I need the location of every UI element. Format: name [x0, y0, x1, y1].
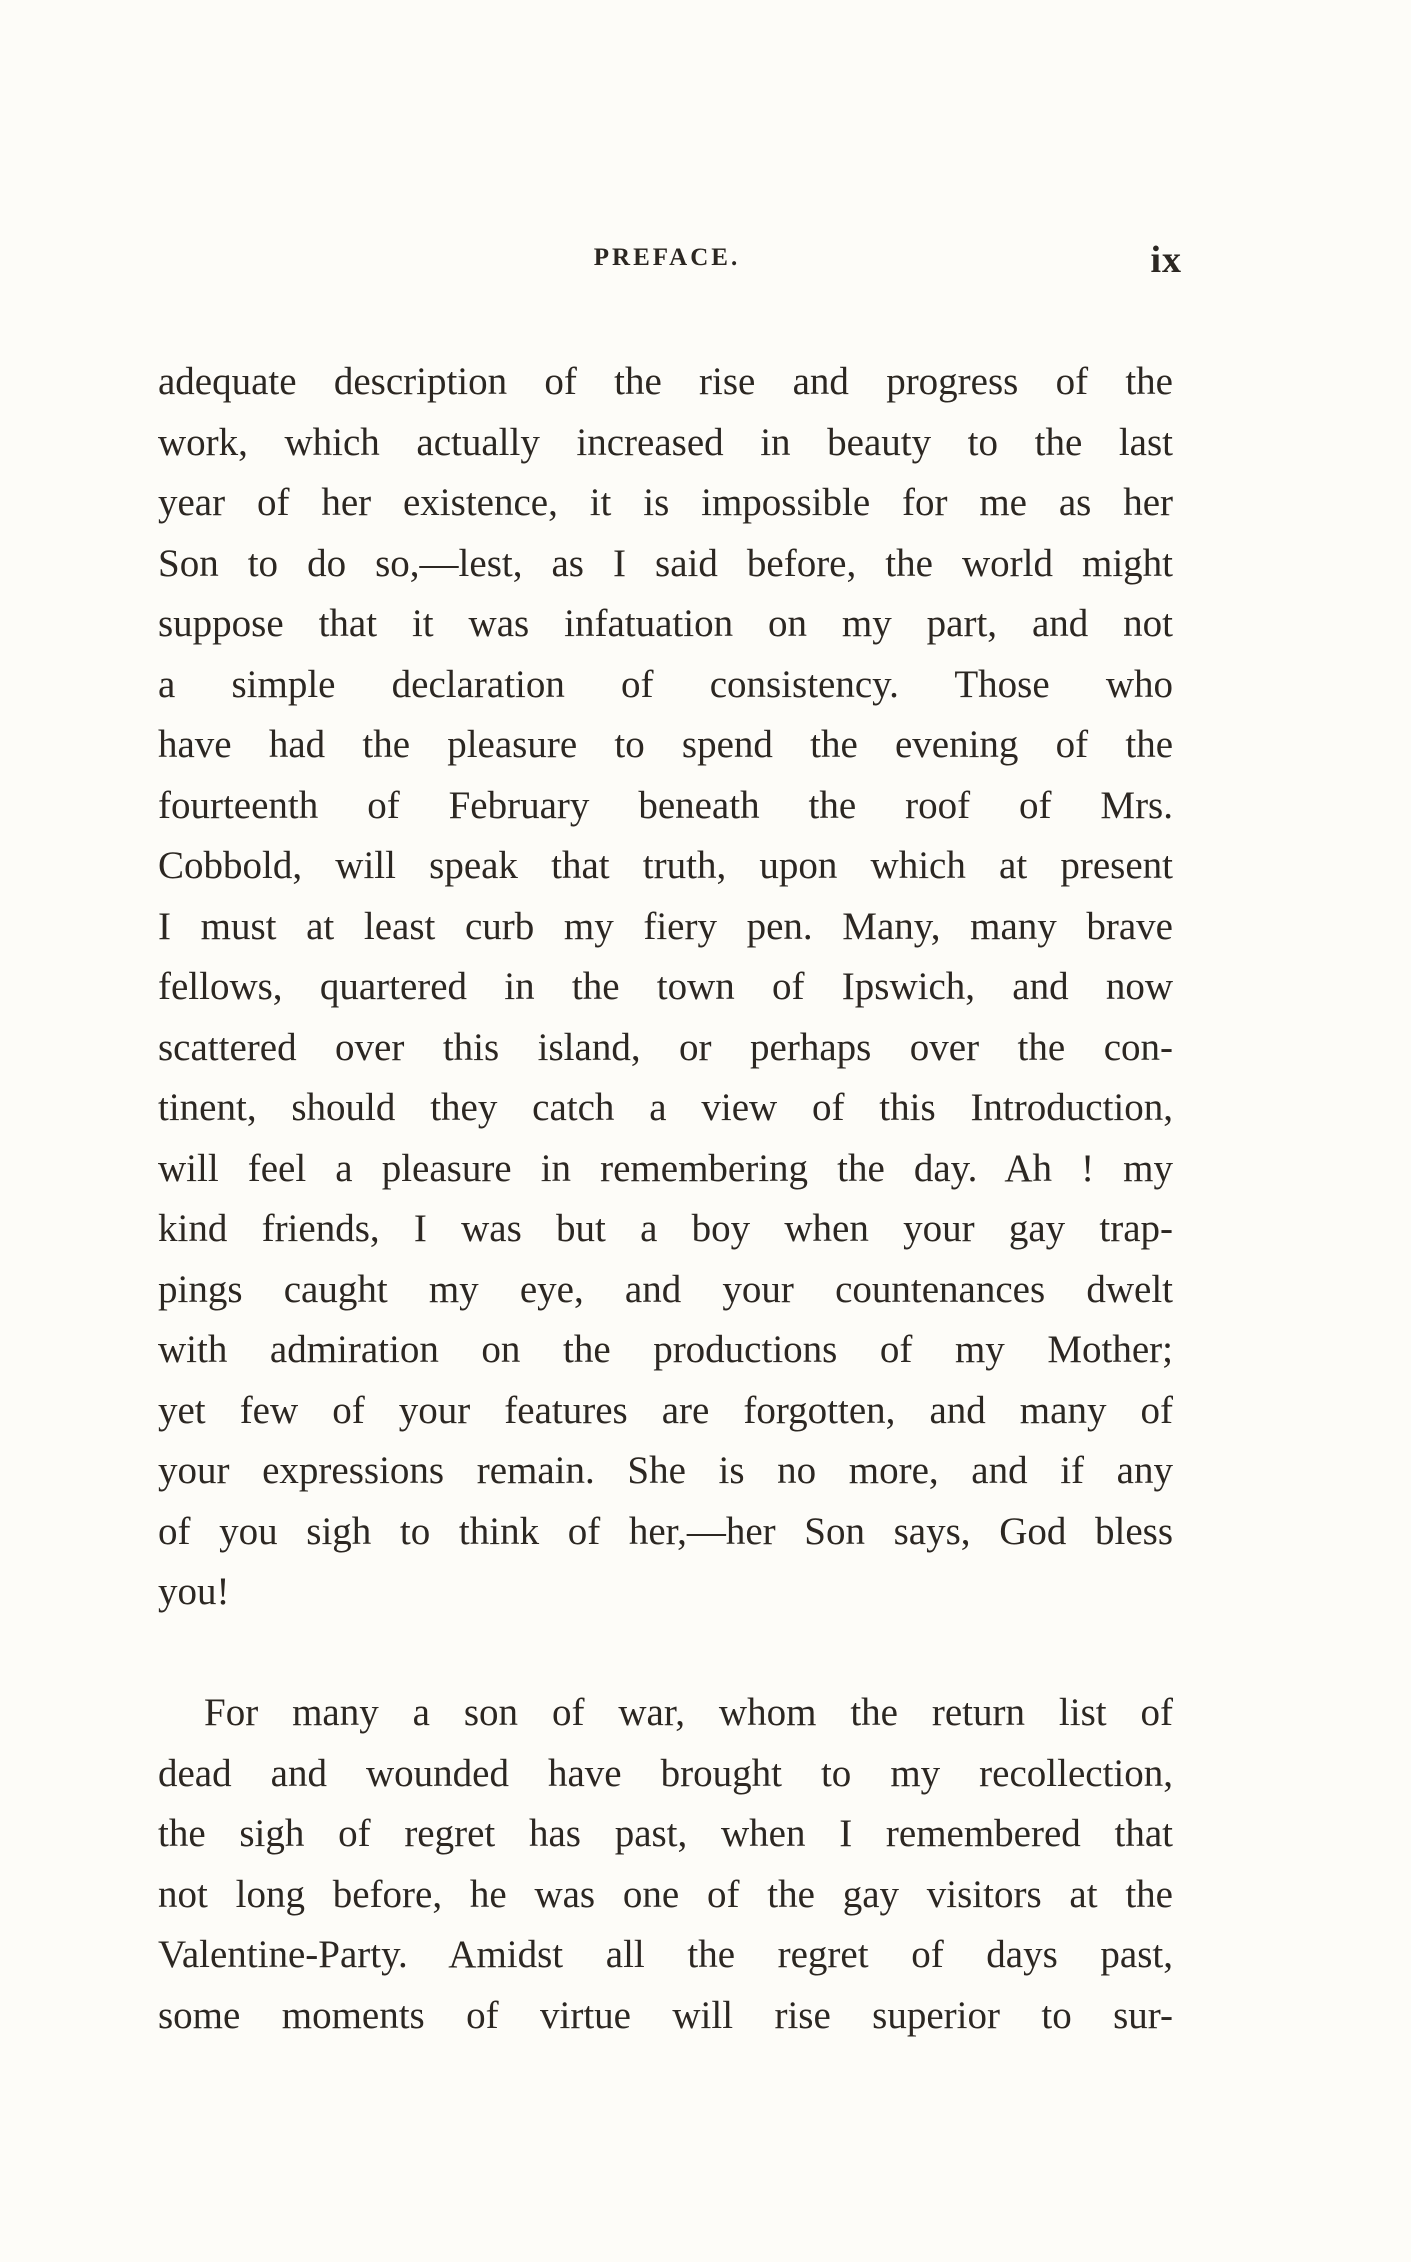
page-number: ix — [1150, 239, 1182, 281]
text-line: year of her existence, it is impossible for me as her — [158, 481, 1173, 524]
text-line: the sigh of regret has past, when I remembered that — [158, 1812, 1173, 1855]
text-line: a simple declaration of consistency. Those who — [158, 662, 1173, 706]
text-line: of you sigh to think of her,—her Son says, God bless — [158, 1509, 1173, 1553]
text-line: adequate description of the rise and progress of the — [158, 360, 1173, 403]
text-line: dead and wounded have brought to my recollection, — [158, 1751, 1173, 1795]
text-line: For many a son of war, whom the return list of — [204, 1691, 1173, 1734]
page-header — [152, 239, 1182, 284]
text-line: you! — [158, 1570, 230, 1613]
text-line: work, which actually increased in beauty to the last — [158, 420, 1173, 464]
body-text — [158, 352, 1173, 2046]
text-line: suppose that it was infatuation on my part, and not — [158, 602, 1173, 645]
text-line: kind friends, I was but a boy when your gay trap- — [158, 1207, 1173, 1250]
running-head: PREFACE. — [593, 244, 741, 271]
text-line: tinent, should they catch a view of this Introduction, — [158, 1086, 1173, 1129]
text-line: Son to do so,—lest, as I said before, the world might — [158, 541, 1173, 585]
text-line: have had the pleasure to spend the evening of the — [158, 723, 1173, 766]
text-line: will feel a pleasure in remembering the day. Ah ! my — [158, 1146, 1173, 1190]
paragraph-1 — [158, 352, 1173, 1623]
text-line: yet few of your features are forgotten, and many of — [158, 1388, 1173, 1432]
paragraph-2 — [158, 1683, 1173, 2046]
text-line: not long before, he was one of the gay visitors at the — [158, 1872, 1173, 1916]
text-line: with admiration on the productions of my Mother; — [158, 1328, 1173, 1371]
text-line: your expressions remain. She is no more, and if any — [158, 1449, 1173, 1492]
text-line: scattered over this island, or perhaps over the con- — [158, 1025, 1173, 1069]
text-line: pings caught my eye, and your countenances dwelt — [158, 1267, 1173, 1311]
text-line: Cobbold, will speak that truth, upon which at present — [158, 844, 1173, 887]
text-line: fourteenth of February beneath the roof of Mrs. — [158, 783, 1173, 827]
paragraph-gap — [158, 1623, 1173, 1684]
text-line: I must at least curb my fiery pen. Many, many brave — [158, 904, 1173, 948]
text-line: some moments of virtue will rise superior to sur- — [158, 1993, 1173, 2037]
text-line: fellows, quartered in the town of Ipswich, and now — [158, 965, 1173, 1008]
text-line: Valentine-Party. Amidst all the regret of days past, — [158, 1933, 1173, 1976]
